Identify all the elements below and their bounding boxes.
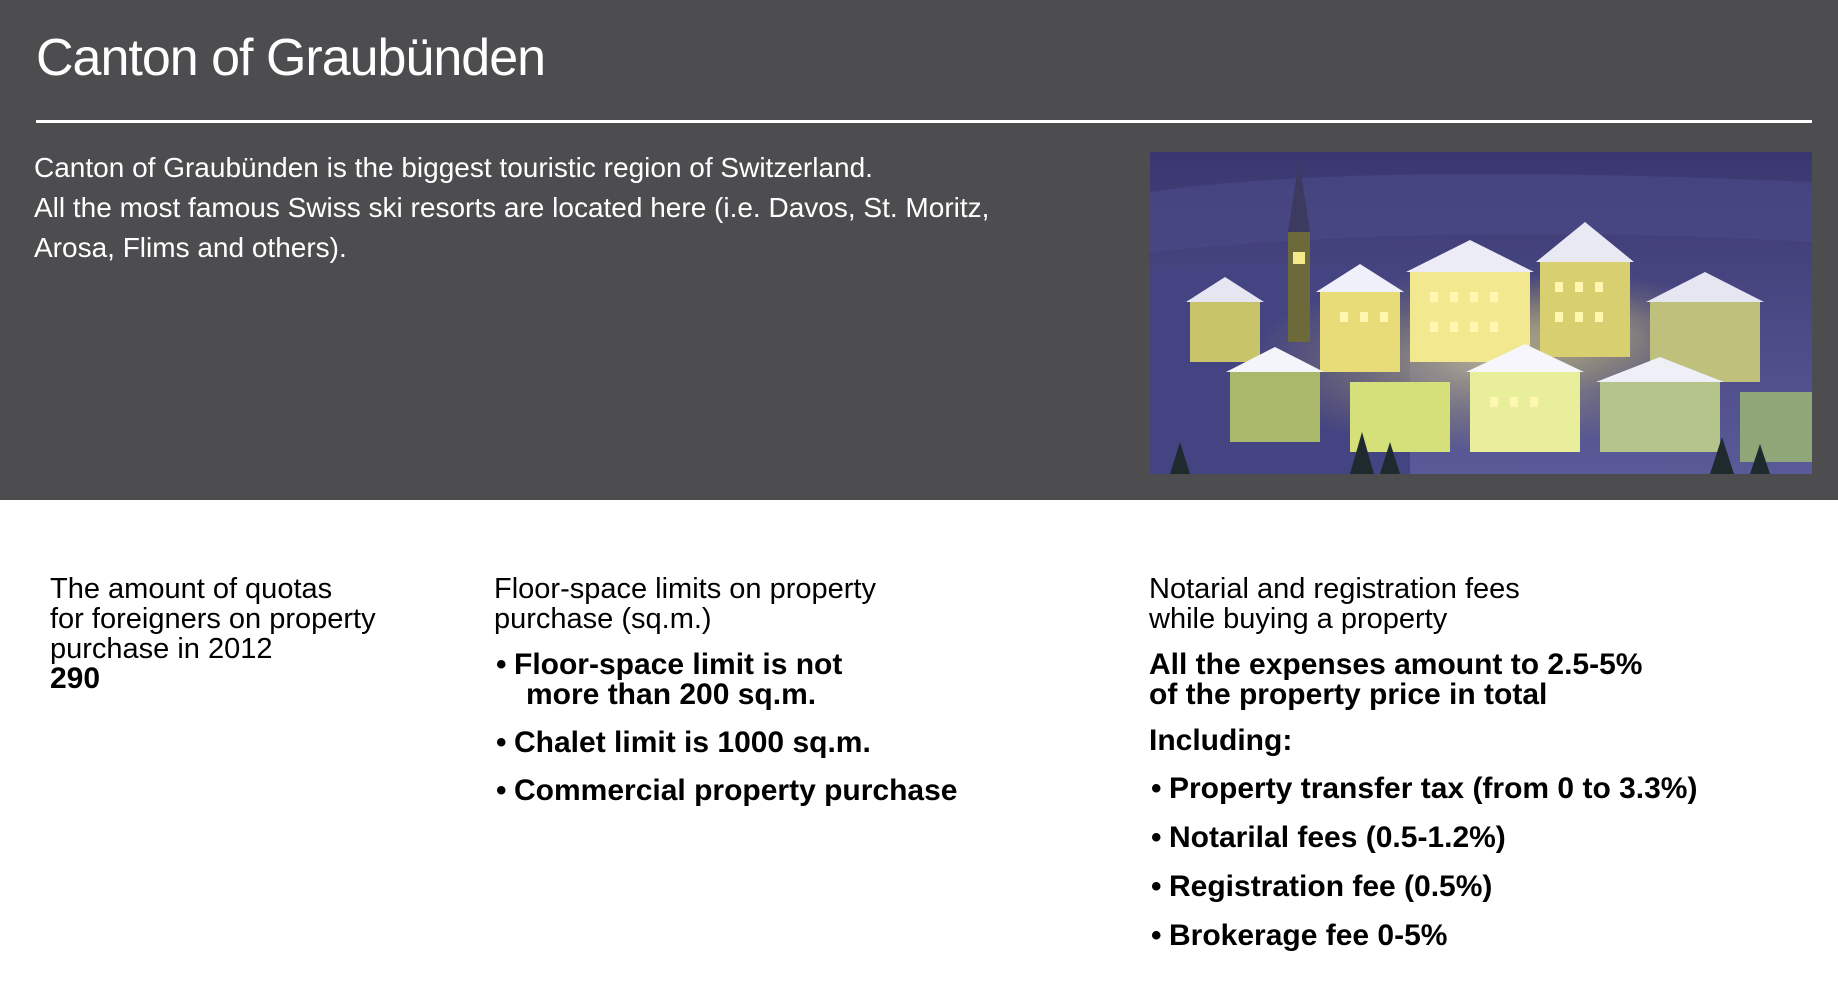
fees-heading bbox=[1149, 574, 1809, 634]
heading-line: Floor-space limits on property bbox=[494, 573, 876, 605]
title-divider bbox=[36, 120, 1812, 123]
fees-summary bbox=[1149, 650, 1809, 710]
intro-text bbox=[34, 148, 1034, 268]
list-item bbox=[494, 728, 1054, 758]
bullet-line: • Chalet limit is 1000 sq.m. bbox=[514, 726, 871, 759]
list-item bbox=[494, 650, 1054, 710]
town-night-photo bbox=[1150, 152, 1812, 474]
list-item: • Brokerage fee 0-5% bbox=[1149, 921, 1809, 951]
summary-line: of the property price in total bbox=[1149, 678, 1548, 711]
floor-space-heading bbox=[494, 574, 1054, 634]
list-item: • Registration fee (0.5%) bbox=[1149, 872, 1809, 902]
intro-line: Arosa, Flims and others). bbox=[34, 232, 347, 263]
quotas-column bbox=[50, 574, 450, 694]
quotas-value: 290 bbox=[50, 662, 101, 695]
page-title: Canton of Graubünden bbox=[36, 29, 546, 87]
summary-line: All the expenses amount to 2.5-5% bbox=[1149, 648, 1643, 681]
heading-line: while buying a property bbox=[1149, 603, 1448, 635]
floor-space-list bbox=[494, 650, 1054, 806]
bullet-line: • Commercial property purchase bbox=[514, 774, 958, 807]
town-night-illustration bbox=[1150, 152, 1812, 474]
heading-line: purchase in 2012 bbox=[50, 633, 273, 665]
heading-line: for foreigners on property bbox=[50, 603, 376, 635]
fees-column bbox=[1149, 574, 1809, 970]
list-item bbox=[494, 776, 1054, 806]
bullet-line: more than 200 sq.m. bbox=[526, 678, 817, 711]
list-item: • Property transfer tax (from 0 to 3.3%) bbox=[1149, 774, 1809, 804]
quotas-heading bbox=[50, 574, 450, 664]
bullet-line: • Floor-space limit is not bbox=[514, 648, 843, 681]
intro-line: Canton of Graubünden is the biggest touristic region of Switzerland. bbox=[34, 152, 873, 183]
heading-line: The amount of quotas bbox=[50, 573, 333, 605]
floor-space-column bbox=[494, 574, 1054, 824]
including-label: Including: bbox=[1149, 724, 1293, 757]
heading-line: Notarial and registration fees bbox=[1149, 573, 1520, 605]
heading-line: purchase (sq.m.) bbox=[494, 603, 712, 635]
fees-list bbox=[1149, 774, 1809, 951]
list-item: • Notarilal fees (0.5-1.2%) bbox=[1149, 823, 1809, 853]
intro-line: All the most famous Swiss ski resorts are located here (i.e. Davos, St. Moritz, bbox=[34, 192, 990, 223]
